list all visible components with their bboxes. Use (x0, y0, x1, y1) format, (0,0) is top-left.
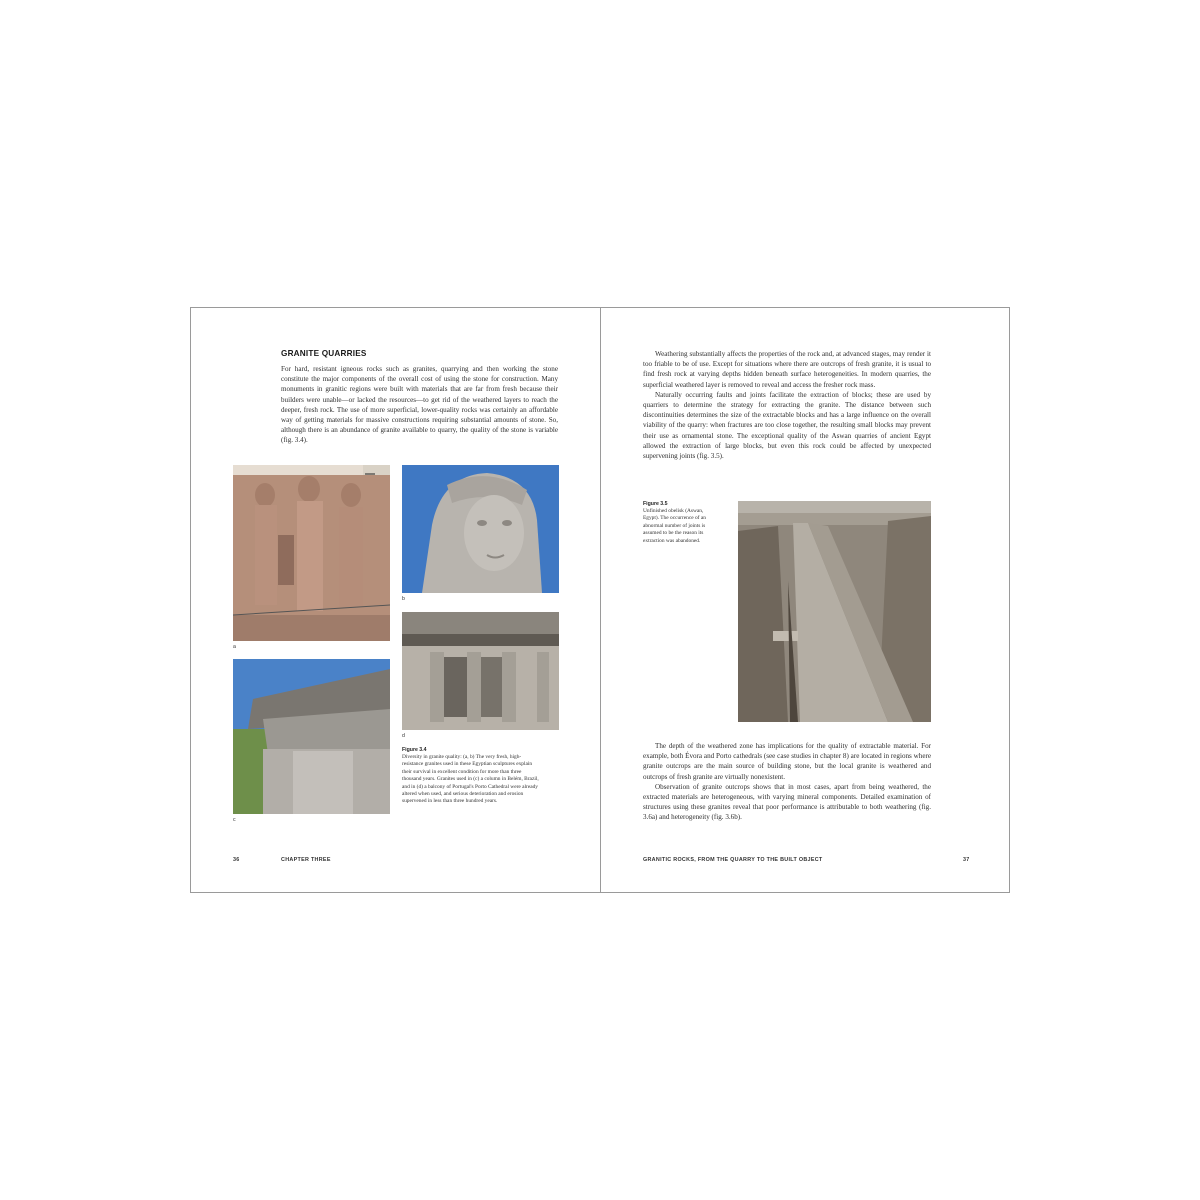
photo-statue-group (233, 465, 390, 641)
photo-granite-column (233, 659, 390, 814)
page-number: 37 (963, 857, 970, 863)
figure-title: Figure 3.4 (402, 747, 427, 753)
paragraph: For hard, resistant igneous rocks such as granites, quarrying and then working the stone constitute the major components of the overall cost of using the stone for construction. Many monuments in granitic regions were built with materials that are far from fresh because their builders were unable—or lacked the resources—to get rid of the weathered layers to reach the deeper, fresh rock. The use of more superficial, lower-quality rocks was certainly an affordable way of getting materials for massive constructions requiring substantial amounts of stone. So, although there is an abundance of granite available to quarry, the quality of the stone is variable (fig. 3.4). (281, 365, 558, 445)
photo-label: b (402, 596, 405, 602)
page-number: 36 (233, 857, 240, 863)
running-head: CHAPTER THREE (281, 857, 331, 863)
photo-unfinished-obelisk (738, 501, 931, 722)
right-body-text-bottom (643, 741, 931, 823)
photo-label: c (233, 817, 236, 823)
figure-title: Figure 3.5 (643, 501, 668, 507)
right-page (601, 308, 1011, 892)
figure-caption: Diversity in granite quality: (a, b) The very fresh, high-resistance granites used in these Egyptian sculptures explain their survival in excellent condition for more than three thousand years. Granites used in (c) a column in Belém, Brazil, and in (d) a balcony of Portugal's Porto Cathedral were already altered when used, and serious deterioration and erosion supervened in less than three hundred years. (402, 754, 539, 805)
left-body-text (281, 364, 558, 446)
paragraph: Observation of granite outcrops shows that in most cases, apart from being weathered, the extracted materials are heterogeneous, with varying mineral components. Detailed examination of structures using these granites reveal that poor performance is attributable to both weathering (fig. 3.6a) and heterogeneity (fig. 3.6b). (643, 782, 931, 822)
paragraph: Weathering substantially affects the properties of the rock and, at advanced stages, may render it too friable to be of use. Except for situations where there are outcrops of fresh granite, it is usual to find fresh rock at varying depths hidden beneath surface heterogeneities. In modern quarries, the superficial weathered layer is removed to reveal and access the fresher rock mass. (643, 350, 931, 389)
paragraph: Naturally occurring faults and joints facilitate the extraction of blocks; these are used by quarriers to determine the strategy for extracting the granite. The distance between such discontinuities determines the size of the extractable blocks and has a large influence on the overall viability of the quarry: when fractures are too close together, the resulting small blocks may prevent their use as ornamental stone. The exceptional quality of the Aswan quarries of ancient Egypt allowed the extraction of large blocks, but even this rock could be affected by unexpected supervening joints (fig. 3.5). (643, 390, 931, 461)
book-spread (190, 307, 1010, 893)
photo-sphinx-head (402, 465, 559, 593)
paragraph: The depth of the weathered zone has implications for the quality of extractable material. For example, both Évora and Porto cathedrals (see case studies in chapter 8) are located in regions where granite outcrops are the main source of building stone, but the local granite is weathered and outcrops of fresh granite are virtually nonexistent. (643, 742, 931, 781)
photo-label: d (402, 733, 405, 739)
section-heading: GRANITE QUARRIES (281, 349, 367, 358)
photo-cathedral-balcony (402, 612, 559, 730)
left-page (191, 308, 601, 892)
figure-caption: Unfinished obelisk (Aswan, Egypt). The occurrence of an abnormal number of joints is assumed to be the reason its extraction was abandoned. (643, 508, 706, 544)
photo-label: a (233, 644, 236, 650)
running-head: GRANITIC ROCKS, FROM THE QUARRY TO THE BUILT OBJECT (643, 857, 823, 863)
right-body-text-top (643, 349, 931, 461)
